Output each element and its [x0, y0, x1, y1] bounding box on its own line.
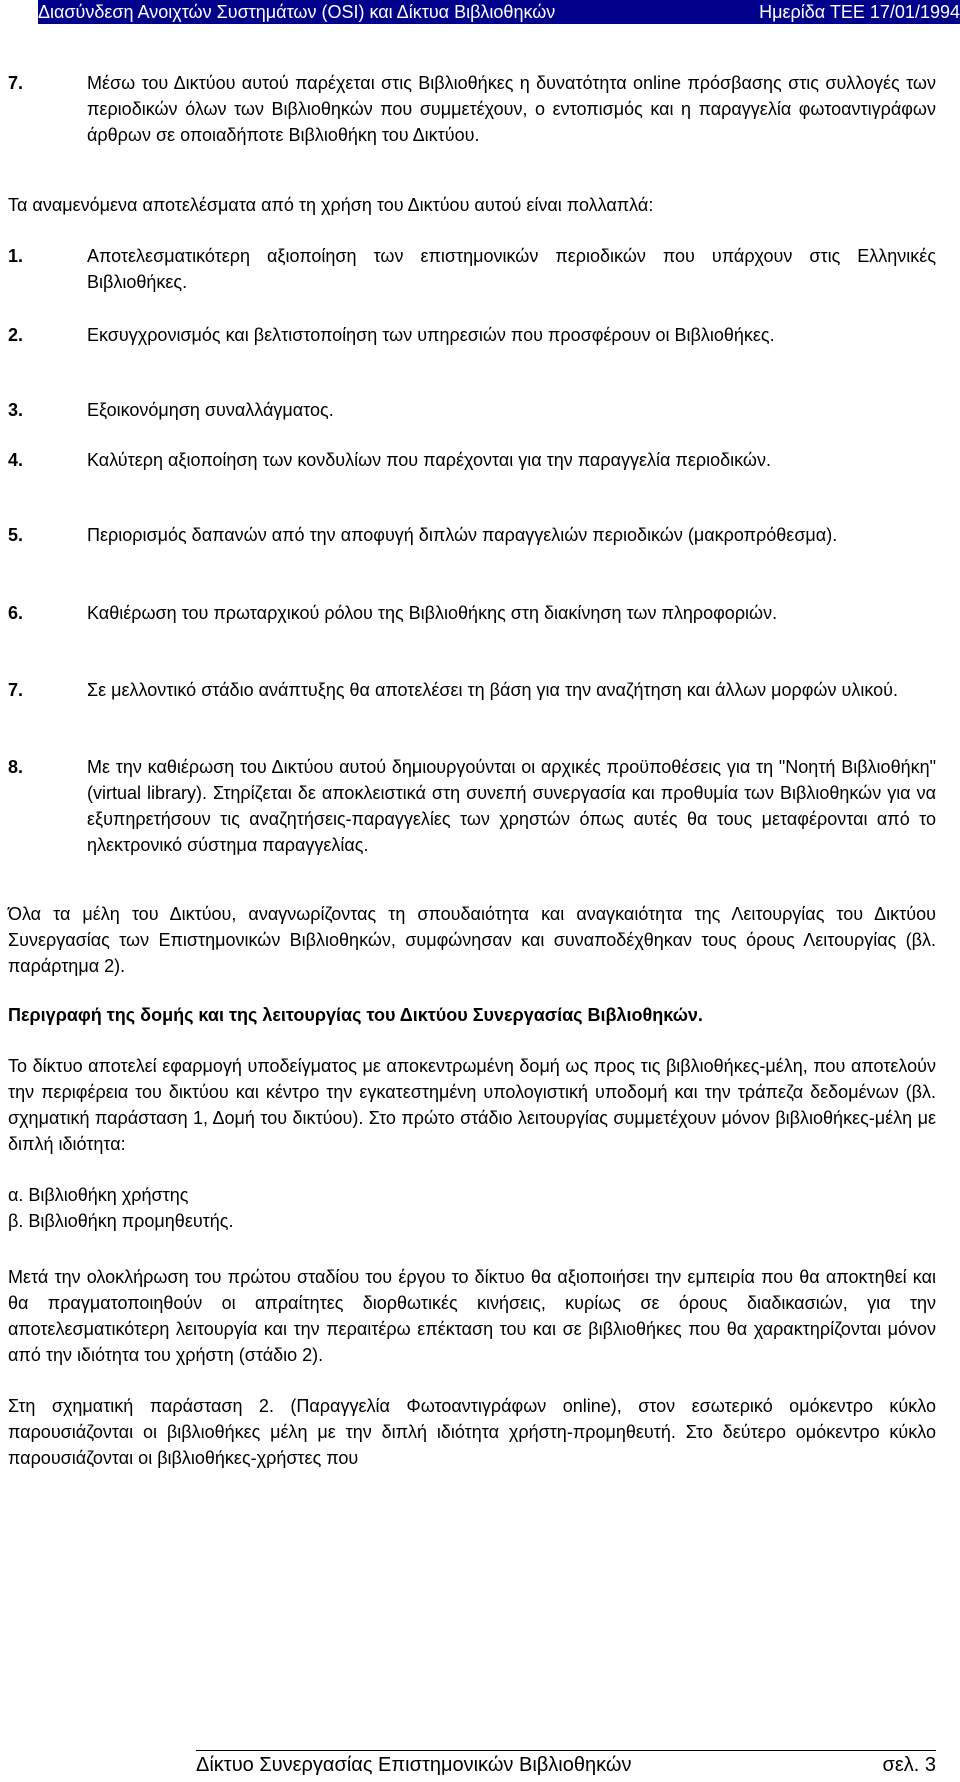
list-text: Εκσυγχρονισμός και βελτιστοποίηση των υπηρεσιών που προσφέρουν οι Βιβλιοθήκες.	[87, 325, 775, 345]
list-text: Καθιέρωση του πρωταρχικού ρόλου της Βιβλιοθήκης στη διακίνηση των πληροφοριών.	[87, 603, 778, 623]
list-number: 5.	[8, 525, 24, 545]
result-item-6	[8, 600, 936, 626]
list-number: 8.	[8, 757, 24, 777]
list-text: Καλύτερη αξιοποίηση των κονδυλίων που παρέχονται για την παραγγελία περιοδικών.	[87, 450, 771, 470]
role-item: β. Βιβλιοθήκη προμηθευτής.	[8, 1211, 234, 1231]
members-paragraph	[8, 901, 936, 979]
result-item-3	[8, 397, 936, 423]
list-number: 4.	[8, 450, 24, 470]
list-number: 2.	[8, 325, 24, 345]
list-number: 6.	[8, 603, 24, 623]
result-item-4	[8, 447, 936, 473]
list-number: 3.	[8, 400, 24, 420]
list-number: 7.	[8, 680, 24, 700]
page-number: σελ. 3	[882, 1754, 936, 1776]
result-item-8	[8, 754, 936, 858]
structure-paragraph	[8, 1053, 936, 1157]
role-list	[8, 1182, 936, 1234]
list-text: Με την καθιέρωση του Δικτύου αυτού δημιουργούνται οι αρχικές προϋποθέσεις για τη "Νοητή Βιβλιοθήκη" (virtual library). Στηρίζεται δε αποκλειστικά στη συνεπή συνεργασία και προθυμία των Βιβλιοθηκών για να εξυπηρετήσουν τις αναζητήσεις-παραγγελίες των χρηστών όπως αυτές θα τους μεταφέρονται από το ηλεκτρονικό σύστημα παραγγελίας.	[87, 757, 936, 855]
stage-paragraph-text: Μετά την ολοκλήρωση του πρώτου σταδίου του έργου το δίκτυο θα αξιοποιήσει την εμπειρία που θα αποκτηθεί και θα πραγματοποιηθούν οι απραίτητες διορθωτικές κινήσεις, κυρίως σε όρους διαδικασιών, για την αποτελεσματικότερη λειτουργία και την περαιτέρω επέκταση του και σε βιβλιοθήκες που θα χαρακτηρίζονται μόνον από την ιδιότητα του χρήστη (στάδιο 2).	[8, 1267, 936, 1365]
list-text: Μέσω του Δικτύου αυτού παρέχεται στις Βιβλιοθήκες η δυνατότητα online πρόσβασης στις συλλογές των περιοδικών όλων των Βιβλιοθηκών που συμμετέχουν, ο εντοπισμός και η παραγγελία φωτοαντιγράφων άρθρων σε οποιαδήποτε Βιβλιοθήκη του Δικτύου.	[87, 73, 936, 145]
footer-title: Δίκτυο Συνεργασίας Επιστημονικών Βιβλιοθηκών	[196, 1754, 632, 1776]
header-title: Διασύνδεση Ανοιχτών Συστημάτων (OSI) και Δίκτυα Βιβλιοθηκών	[38, 2, 556, 22]
results-intro	[8, 192, 936, 218]
list-text: Αποτελεσματικότερη αξιοποίηση των επιστημονικών περιοδικών που υπάρχουν στις Ελληνικές Βιβλιοθήκες.	[87, 246, 936, 292]
section-heading	[8, 1002, 936, 1028]
list-text: Περιορισμός δαπανών από την αποφυγή διπλών παραγγελιών περιοδικών (μακροπρόθεσμα).	[87, 525, 838, 545]
diagram-paragraph-text: Στη σχηματική παράσταση 2. (Παραγγελία Φωτοαντιγράφων online), στον εσωτερικό ομόκεντρο κύκλο παρουσιάζονται οι βιβλιοθήκες μέλη με την διπλή ιδιότητα χρήστη-προμηθευτή. Στο δεύτερο ομόκεντρο κύκλο παρουσιάζονται οι βιβλιοθήκες-χρήστες που	[8, 1396, 936, 1468]
result-item-1	[8, 243, 936, 295]
header-date: Ημερίδα ΤΕΕ 17/01/1994	[759, 2, 960, 22]
result-item-2	[8, 322, 936, 348]
list-text: Εξοικονόμηση συναλλάγματος.	[87, 400, 334, 420]
section-heading-text: Περιγραφή της δομής και της λειτουργίας του Δικτύου Συνεργασίας Βιβλιοθηκών.	[8, 1005, 703, 1025]
list-text: Σε μελλοντικό στάδιο ανάπτυξης θα αποτελέσει τη βάση για την αναζήτηση και άλλων μορφών υλικού.	[87, 680, 898, 700]
page-footer	[0, 1752, 960, 1778]
page-header	[38, 0, 960, 24]
footer-divider	[196, 1750, 936, 1751]
result-item-7	[8, 677, 936, 703]
role-item: α. Βιβλιοθήκη χρήστης	[8, 1185, 189, 1205]
intro-list-item	[8, 70, 936, 148]
list-number: 1.	[8, 246, 24, 266]
diagram-paragraph	[8, 1393, 936, 1471]
list-number: 7.	[8, 73, 24, 93]
stage-paragraph	[8, 1264, 936, 1368]
structure-paragraph-text: Το δίκτυο αποτελεί εφαρμογή υποδείγματος με αποκεντρωμένη δομή ως προς τις βιβλιοθήκες-μέλη, που αποτελούν την περιφέρεια του δικτύου και κέντρο την εγκατεστημένη υπολογιστική υποδομή και την τράπεζα δεδομένων (βλ. σχηματική παράσταση 1, Δομή του δικτύου). Στο πρώτο στάδιο λειτουργίας συμμετέχουν μόνον βιβλιοθήκες-μέλη με διπλή ιδιότητα:	[8, 1056, 936, 1154]
members-paragraph-text: Όλα τα μέλη του Δικτύου, αναγνωρίζοντας τη σπουδαιότητα και αναγκαιότητα της Λειτουργίας του Δικτύου Συνεργασίας των Επιστημονικών Βιβλιοθηκών, συμφώνησαν και συναποδέχθηκαν τους όρους Λειτουργίας (βλ. παράρτημα 2).	[8, 904, 936, 976]
result-item-5	[8, 522, 936, 548]
results-intro-text: Τα αναμενόμενα αποτελέσματα από τη χρήση του Δικτύου αυτού είναι πολλαπλά:	[8, 195, 654, 215]
